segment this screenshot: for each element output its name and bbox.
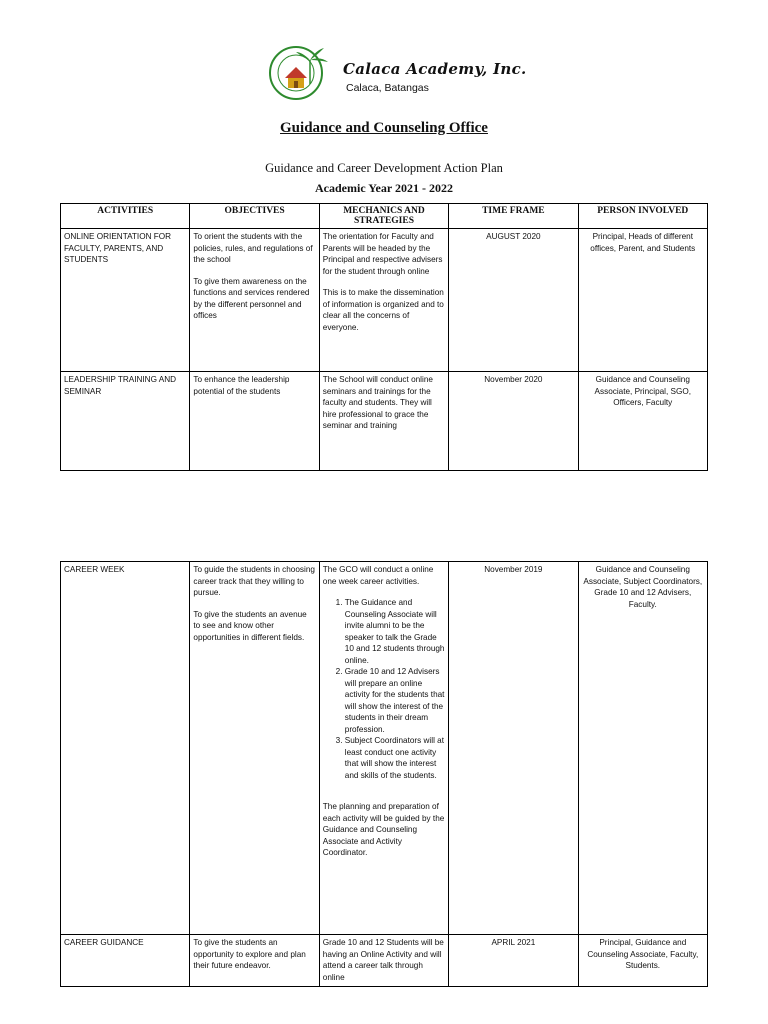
mechanics-cell — [319, 372, 448, 471]
objective-text: To give the students an avenue to see and know other opportunities in different fields. — [193, 609, 307, 642]
objectives-cell — [190, 935, 319, 987]
persons-cell: Principal, Heads of different offices, Parent, and Students — [578, 229, 707, 372]
time-frame-cell: November 2019 — [449, 562, 578, 935]
column-header: MECHANICS AND STRATEGIES — [319, 204, 448, 229]
objectives-cell — [190, 372, 319, 471]
activity-cell: CAREER WEEK — [61, 562, 190, 935]
list-item: 1. The Guidance and Counseling Associate will invite alumni to be the speaker to talk the Grade 10 and 12 students through online. — [345, 597, 445, 666]
mechanics-text: The GCO will conduct a online one week career activities. — [322, 565, 434, 586]
objective-text: To give them awareness on the functions and services rendered by the different personnel and offices — [193, 276, 310, 320]
mechanics-text: This is to make the dissemination of information is organized and to clear all the concerns of everyone. — [322, 288, 444, 332]
objectives-cell — [190, 562, 319, 935]
objective-text: To give the students an opportunity to explore and plan their future endeavor. — [193, 938, 306, 970]
objective-text: To orient the students with the policies, rules, and regulations of the school — [193, 232, 313, 264]
table-row — [61, 372, 708, 471]
list-item: 2. Grade 10 and 12 Advisers will prepare an online activity for the students that will show the interest of the students in their dream profession. — [345, 666, 445, 735]
plan-title: Guidance and Career Development Action Plan — [265, 161, 503, 175]
school-location: Calaca, Batangas — [346, 82, 429, 94]
column-header: OBJECTIVES — [190, 204, 319, 229]
mechanics-text: The School will conduct online seminars and trainings for the faculty and students. They will hire professional to grace the seminar and training — [322, 375, 433, 430]
objective-text: To guide the students in choosing career track that they willing to pursue. — [193, 565, 315, 597]
column-header: TIME FRAME — [449, 204, 578, 229]
time-frame-cell: AUGUST 2020 — [449, 229, 578, 372]
school-logo — [266, 42, 332, 102]
persons-cell: Principal, Guidance and Counseling Associate, Faculty, Students. — [578, 935, 707, 987]
table-row — [61, 562, 708, 935]
objective-text: To enhance the leadership potential of the students — [193, 375, 290, 396]
mechanics-text: The orientation for Faculty and Parents will be headed by the Principal and respective advisers for the student through online — [322, 232, 443, 276]
action-plan-table-continued — [60, 561, 708, 987]
activity-cell: CAREER GUIDANCE — [61, 935, 190, 987]
action-plan-table — [60, 203, 708, 471]
table-row — [61, 229, 708, 372]
document-header — [0, 0, 768, 110]
table-header-row — [61, 204, 708, 229]
mechanics-cell — [319, 562, 448, 935]
office-title: Guidance and Counseling Office — [280, 120, 488, 136]
time-frame-cell: APRIL 2021 — [449, 935, 578, 987]
academic-year: Academic Year 2021 - 2022 — [315, 181, 453, 195]
time-frame-cell: November 2020 — [449, 372, 578, 471]
activity-cell: ONLINE ORIENTATION FOR FACULTY, PARENTS, AND STUDENTS — [61, 229, 190, 372]
column-header: PERSON INVOLVED — [578, 204, 707, 229]
mechanics-cell — [319, 229, 448, 372]
objectives-cell — [190, 229, 319, 372]
persons-cell: Guidance and Counseling Associate, Subject Coordinators, Grade 10 and 12 Advisers, Faculty. — [578, 562, 707, 935]
list-item: 3. Subject Coordinators will at least conduct one activity that will show the interest and skills of the students. — [345, 735, 445, 781]
mechanics-cell — [319, 935, 448, 987]
activity-cell: LEADERSHIP TRAINING AND SEMINAR — [61, 372, 190, 471]
mechanics-text: The planning and preparation of each activity will be guided by the Guidance and Counseling Associate and Activity Coordinator. — [322, 802, 445, 857]
persons-cell: Guidance and Counseling Associate, Principal, SGO, Officers, Faculty — [578, 372, 707, 471]
table-row — [61, 935, 708, 987]
mechanics-steps-list — [323, 597, 445, 781]
mechanics-text: Grade 10 and 12 Students will be having an Online Activity and will attend a career talk through online — [322, 938, 444, 982]
school-name: Calaca Academy, Inc. — [343, 60, 527, 78]
column-header: ACTIVITIES — [61, 204, 190, 229]
